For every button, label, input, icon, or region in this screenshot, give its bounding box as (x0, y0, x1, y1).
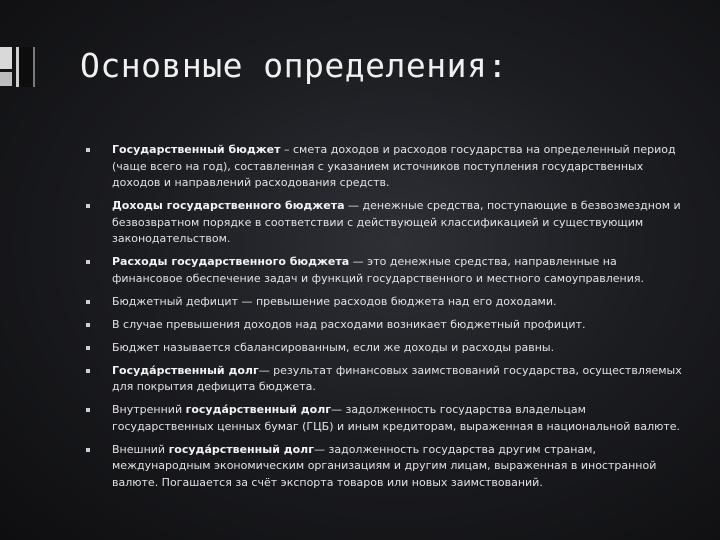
decorative-block-bottom (0, 72, 12, 86)
list-item (86, 363, 686, 396)
bullet-icon (86, 148, 90, 152)
decorative-block-top (0, 47, 12, 69)
definitions-list (86, 142, 686, 498)
list-item (86, 317, 686, 334)
definition: — денежные средства, поступающие в безвозмездном и безвозвратном порядке в соответствии с действующей классификацией и существующим законодательством. (112, 199, 681, 245)
definition: – смета доходов и расходов государства на определенный период (чаще всего на год), составленная с указанием источников поступления государственных доходов и направлений расходования средств. (112, 143, 676, 189)
decorative-line (33, 47, 35, 87)
term: Доходы государственного бюджета (112, 199, 345, 212)
term: Госуда́рственный долг (112, 363, 259, 377)
bullet-icon (86, 300, 90, 304)
list-item (86, 442, 686, 492)
term: Государственный бюджет (112, 143, 281, 156)
list-item (86, 142, 686, 192)
list-item (86, 254, 686, 287)
bullet-icon (86, 369, 90, 373)
slide-title: Основные определения: (80, 46, 508, 85)
term-prefix: Внешний (112, 442, 169, 456)
list-item (86, 340, 686, 357)
bullet-icon (86, 408, 90, 412)
definition: — задолженность государства другим странам, международным экономическим организациям и другим лицам, выраженная в иностранной валюте. Погашается за счёт экспорта товаров или новых заимствований. (112, 442, 657, 489)
term-prefix: Внутренний (112, 403, 186, 416)
decorative-block-right (16, 47, 33, 87)
bullet-icon (86, 323, 90, 327)
definition: — задолженность государства владельцам государственных ценных бумаг (ГЦБ) и иным кредиторам, выраженная в национальной валюте. (112, 403, 681, 433)
term: госуда́рственный долг (168, 442, 314, 456)
term: госуда́рственный долг (185, 403, 332, 416)
bullet-icon (86, 346, 90, 350)
definition: Бюджетный дефицит — превышение расходов бюджета над его доходами. (112, 294, 557, 308)
bullet-icon (86, 260, 90, 264)
list-item (86, 294, 686, 311)
term: Расходы государственного бюджета (112, 255, 350, 268)
definition: — это денежные средства, направленные на финансовое обеспечение задач и функций государственного и местного самоуправления. (112, 255, 644, 285)
definition: — результат финансовых заимствований государства, осуществляемых для покрытия дефицита бюджета. (112, 363, 682, 393)
definition: Бюджет называется сбалансированным, если же доходы и расходы равны. (112, 340, 555, 354)
definition: В случае превышения доходов над расходами возникает бюджетный профицит. (112, 317, 586, 331)
list-item (86, 402, 686, 435)
list-item (86, 198, 686, 248)
bullet-icon (86, 448, 90, 452)
bullet-icon (86, 204, 90, 208)
